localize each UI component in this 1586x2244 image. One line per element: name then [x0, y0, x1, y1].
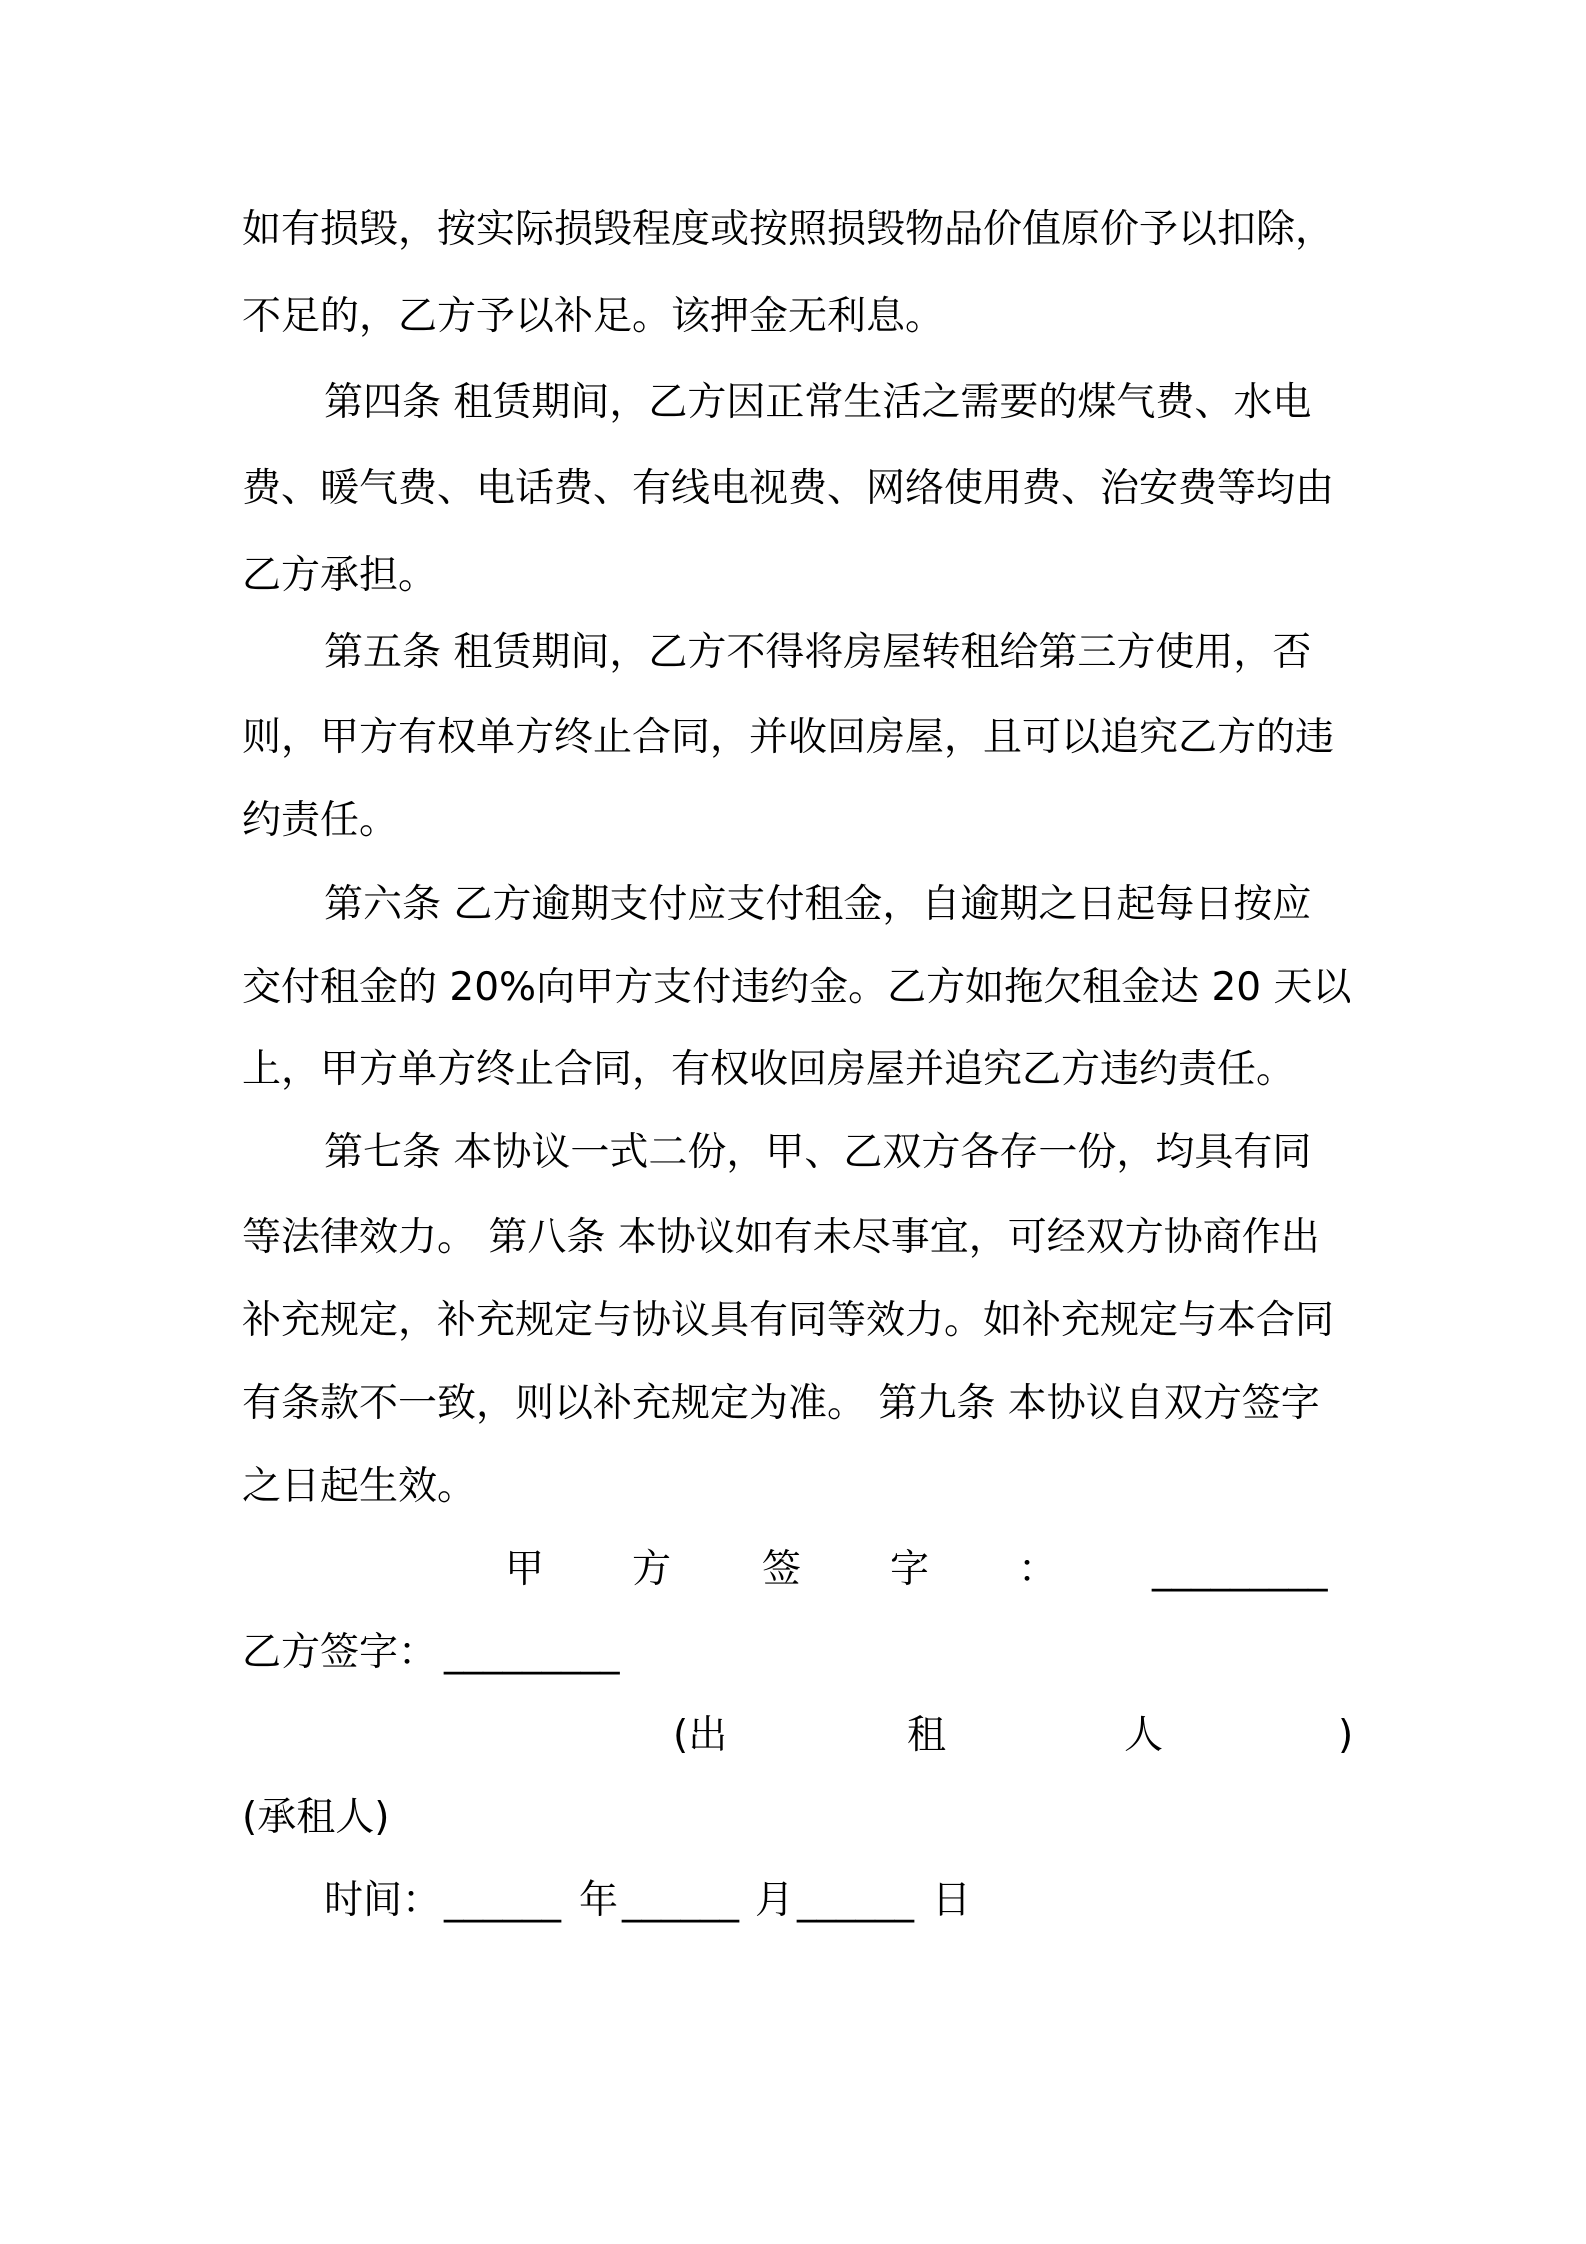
party-a-char-3: 签	[762, 1547, 802, 1592]
party-b-signature-label: 乙方签字：	[242, 1630, 438, 1675]
article-5-line-1: 第五条 租赁期间，乙方不得将房屋转租给第三方使用，否	[324, 630, 1312, 675]
text-line-2: 不足的，乙方予以补足。该押金无利息。	[242, 294, 945, 339]
article-6-line-3: 上，甲方单方终止合同，有权收回房屋并追究乙方违约责任。	[242, 1047, 1296, 1092]
party-a-signature-blank[interactable]: _________	[1152, 1547, 1328, 1592]
year-blank[interactable]: ______	[444, 1878, 561, 1923]
party-a-char-2: 方	[632, 1547, 672, 1592]
party-a-char-1: 甲	[505, 1547, 545, 1592]
article-4-line-3: 乙方承担。	[242, 553, 438, 598]
article-4-line-1: 第四条 租赁期间，乙方因正常生活之需要的煤气费、水电	[324, 380, 1312, 425]
article-5-line-2: 则，甲方有权单方终止合同，并收回房屋，且可以追究乙方的违	[242, 715, 1335, 760]
text-line-1: 如有损毁，按实际损毁程度或按照损毁物品价值原价予以扣除，	[242, 207, 1335, 252]
article-8-line-3: 有条款不一致，则以补充规定为准。 第九条 本协议自双方签字	[242, 1381, 1320, 1426]
lessor-char-4: )	[1338, 1713, 1354, 1758]
party-a-char-4: 字	[890, 1547, 930, 1592]
month-blank[interactable]: ______	[622, 1878, 739, 1923]
article-7-line-2: 等法律效力。 第八条 本协议如有未尽事宜，可经双方协商作出	[242, 1215, 1320, 1260]
day-label: 日	[932, 1878, 972, 1923]
party-b-signature-blank[interactable]: _________	[444, 1630, 620, 1675]
lessor-char-1: (出	[673, 1713, 728, 1758]
article-8-line-2: 补充规定，补充规定与协议具有同等效力。如补充规定与本合同	[242, 1298, 1335, 1343]
article-9-line-2: 之日起生效。	[242, 1464, 477, 1509]
lessor-char-2: 租	[907, 1713, 947, 1758]
article-5-line-3: 约责任。	[242, 798, 399, 843]
article-6-line-2: 交付租金的 20%向甲方支付违约金。乙方如拖欠租金达 20 天以	[242, 965, 1352, 1010]
article-7-line-1: 第七条 本协议一式二份，甲、乙双方各存一份，均具有同	[324, 1130, 1312, 1175]
article-6-line-1: 第六条 乙方逾期支付应支付租金，自逾期之日起每日按应	[324, 882, 1312, 927]
date-label: 时间：	[324, 1878, 442, 1923]
year-label: 年	[579, 1878, 619, 1923]
lessee-label: (承租人)	[242, 1795, 390, 1840]
article-4-line-2: 费、暖气费、电话费、有线电视费、网络使用费、治安费等均由	[242, 466, 1335, 511]
party-a-char-5: ：	[1018, 1547, 1058, 1592]
lessor-char-3: 人	[1124, 1713, 1164, 1758]
day-blank[interactable]: ______	[797, 1878, 914, 1923]
month-label: 月	[755, 1878, 795, 1923]
